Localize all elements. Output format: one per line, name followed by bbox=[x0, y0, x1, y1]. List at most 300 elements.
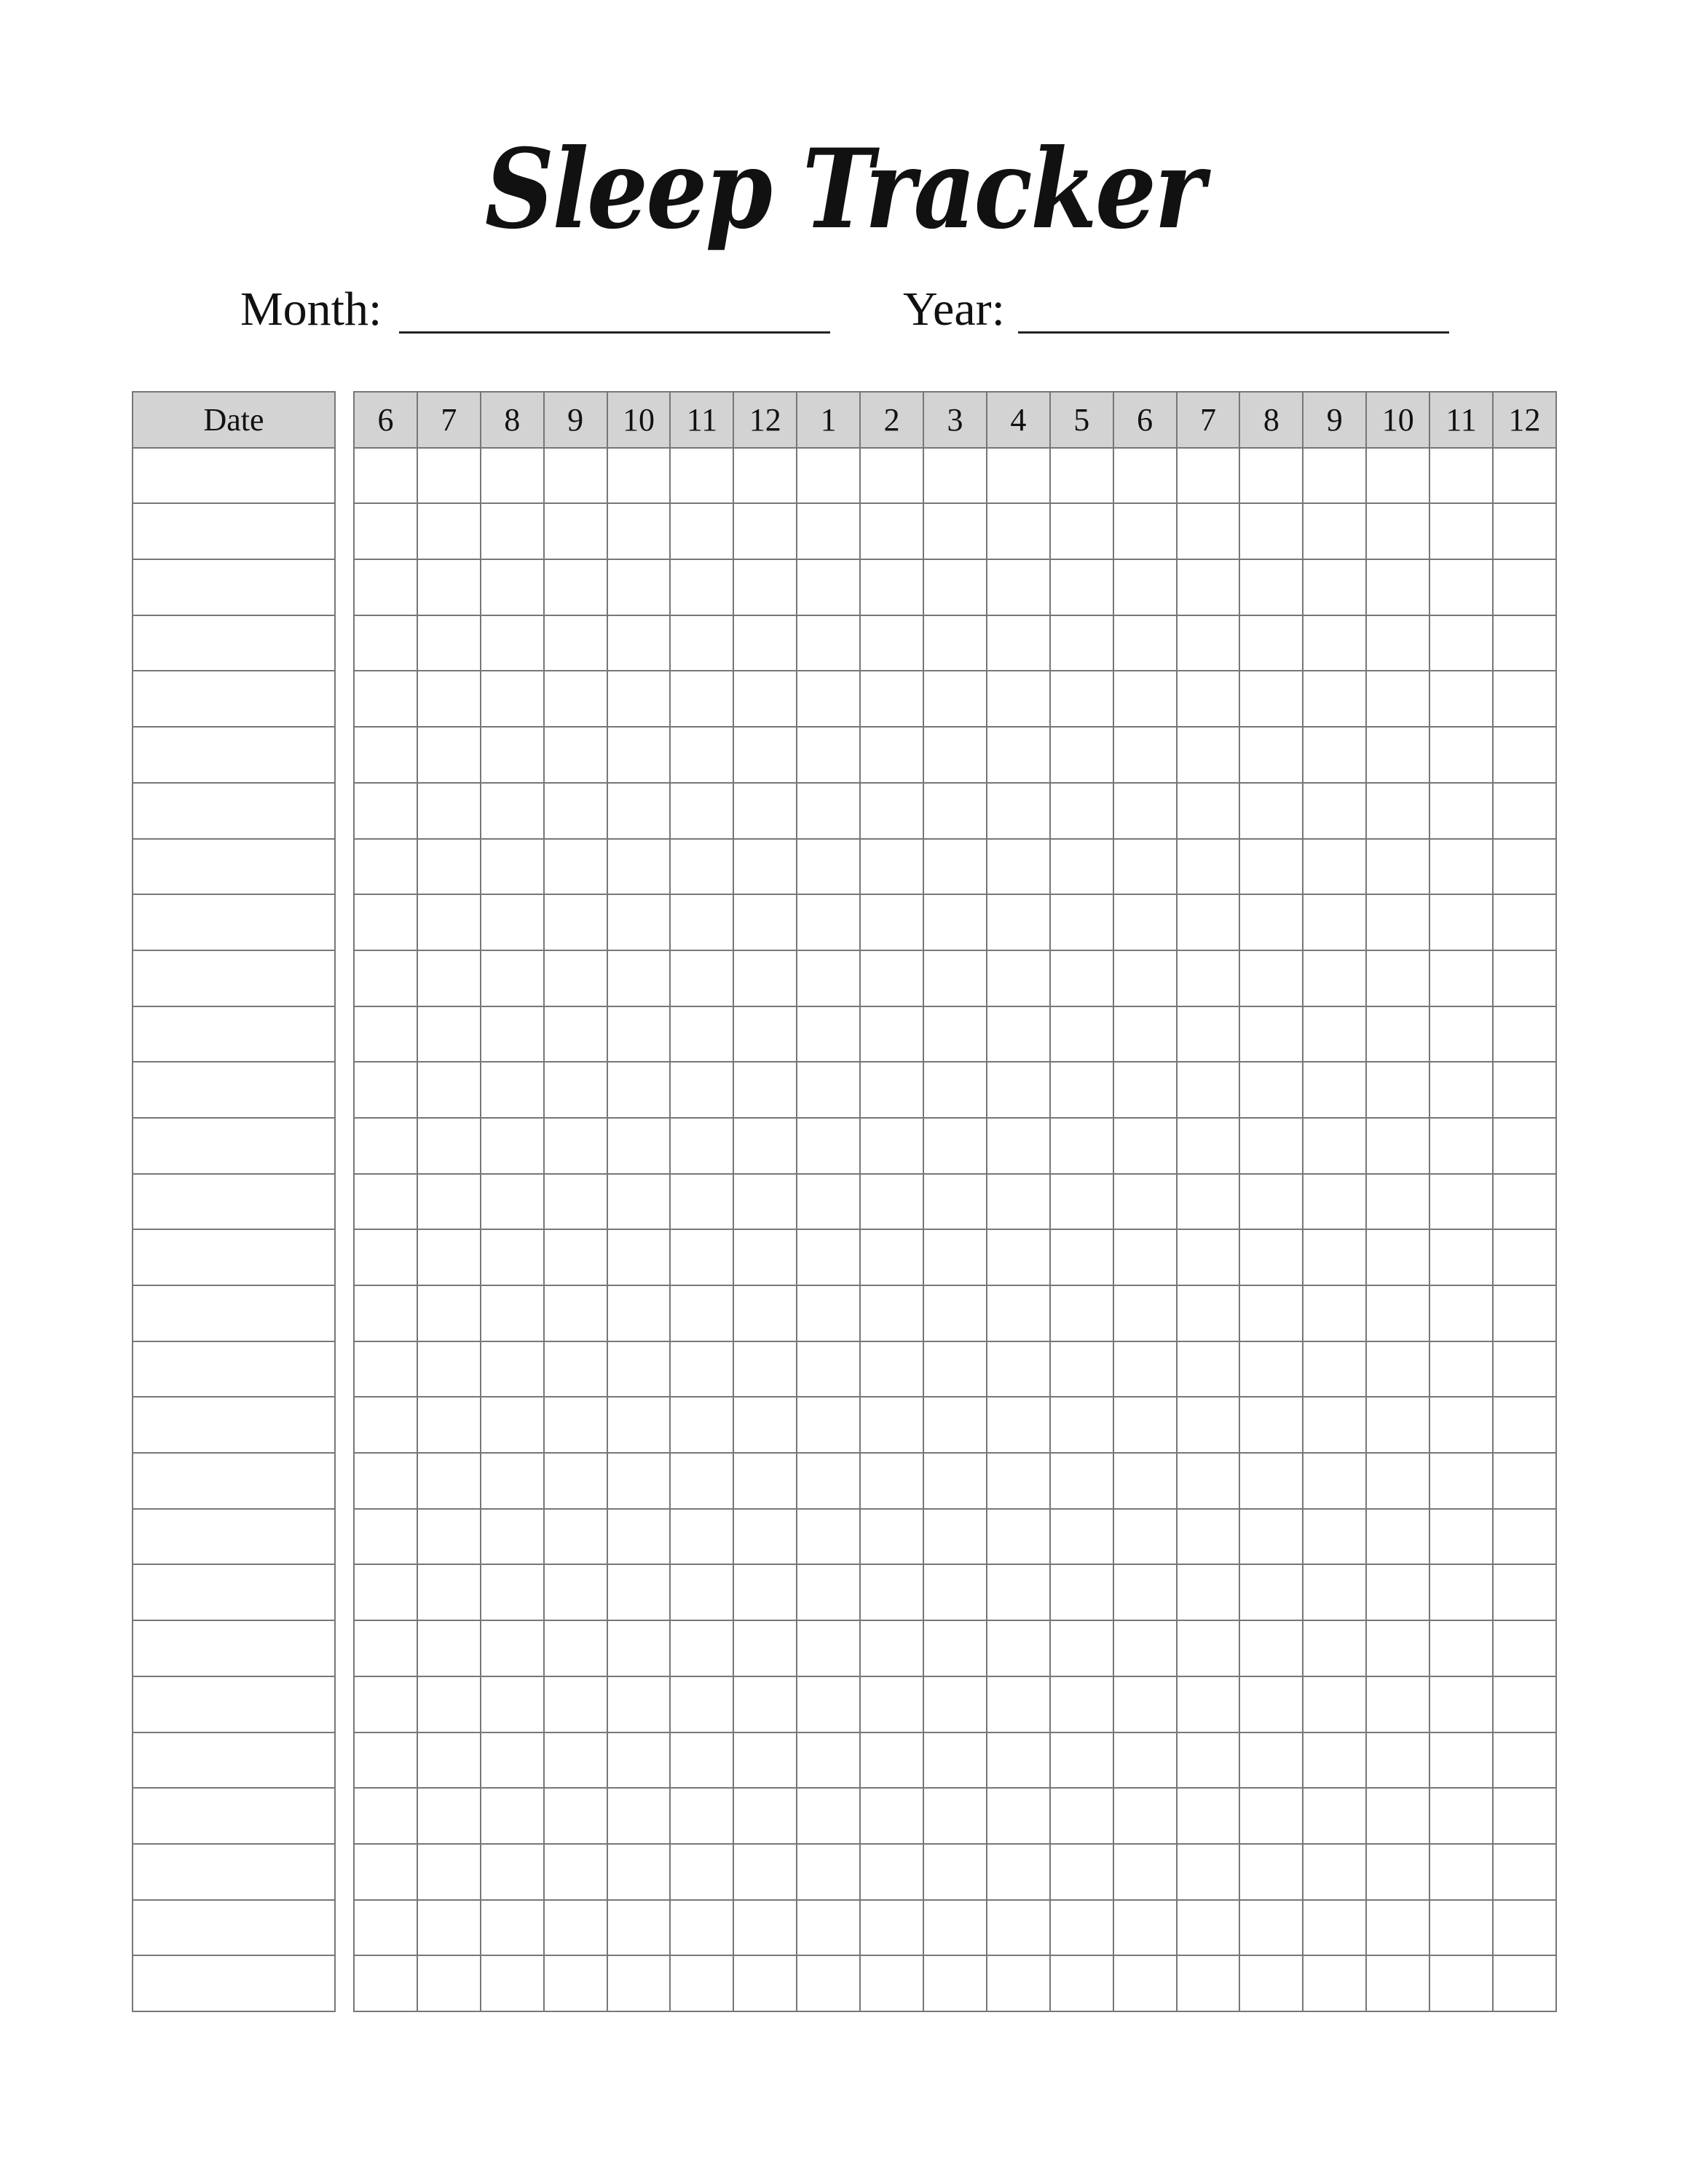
hour-cell[interactable] bbox=[670, 1118, 733, 1174]
hour-cell[interactable] bbox=[1239, 1006, 1303, 1063]
hour-cell[interactable] bbox=[1050, 671, 1113, 727]
hour-cell[interactable] bbox=[1050, 1062, 1113, 1118]
hour-cell[interactable] bbox=[923, 1955, 987, 2011]
date-cell[interactable] bbox=[133, 1564, 335, 1620]
hour-cell[interactable] bbox=[1429, 1564, 1493, 1620]
hour-cell[interactable] bbox=[417, 1676, 481, 1732]
hour-cell[interactable] bbox=[1113, 950, 1177, 1006]
hour-cell[interactable] bbox=[797, 1844, 860, 1900]
hour-cell[interactable] bbox=[797, 1229, 860, 1285]
hour-cell[interactable] bbox=[1239, 1118, 1303, 1174]
hour-cell[interactable] bbox=[987, 727, 1050, 783]
hour-cell[interactable] bbox=[1303, 1285, 1366, 1341]
hour-cell[interactable] bbox=[1177, 1118, 1240, 1174]
hour-cell[interactable] bbox=[1303, 1564, 1366, 1620]
hour-cell[interactable] bbox=[1113, 783, 1177, 839]
hour-cell[interactable] bbox=[1429, 727, 1493, 783]
hour-cell[interactable] bbox=[1303, 1955, 1366, 2011]
hour-cell[interactable] bbox=[1429, 1676, 1493, 1732]
hour-cell[interactable] bbox=[1177, 1006, 1240, 1063]
hour-cell[interactable] bbox=[1239, 950, 1303, 1006]
hour-cell[interactable] bbox=[987, 1564, 1050, 1620]
date-cell[interactable] bbox=[133, 1006, 335, 1063]
hour-cell[interactable] bbox=[923, 1509, 987, 1565]
date-cell[interactable] bbox=[133, 671, 335, 727]
hour-cell[interactable] bbox=[481, 559, 544, 615]
hour-cell[interactable] bbox=[733, 1844, 797, 1900]
hour-cell[interactable] bbox=[923, 783, 987, 839]
hour-cell[interactable] bbox=[1493, 1620, 1556, 1676]
hour-cell[interactable] bbox=[1366, 1174, 1429, 1230]
hour-cell[interactable] bbox=[417, 1620, 481, 1676]
hour-cell[interactable] bbox=[1113, 503, 1177, 559]
hour-cell[interactable] bbox=[1177, 1620, 1240, 1676]
hour-cell[interactable] bbox=[1366, 559, 1429, 615]
hour-cell[interactable] bbox=[1113, 1732, 1177, 1789]
hour-cell[interactable] bbox=[733, 448, 797, 504]
hour-cell[interactable] bbox=[544, 1788, 607, 1844]
hour-cell[interactable] bbox=[1366, 1285, 1429, 1341]
hour-cell[interactable] bbox=[1113, 839, 1177, 895]
hour-cell[interactable] bbox=[1239, 1509, 1303, 1565]
hour-cell[interactable] bbox=[607, 1732, 671, 1789]
hour-cell[interactable] bbox=[670, 559, 733, 615]
hour-cell[interactable] bbox=[544, 950, 607, 1006]
hour-cell[interactable] bbox=[797, 894, 860, 950]
hour-cell[interactable] bbox=[923, 1900, 987, 1956]
hour-cell[interactable] bbox=[1239, 671, 1303, 727]
hour-cell[interactable] bbox=[987, 1900, 1050, 1956]
hour-cell[interactable] bbox=[987, 1062, 1050, 1118]
hour-cell[interactable] bbox=[1303, 559, 1366, 615]
hour-cell[interactable] bbox=[1177, 1732, 1240, 1789]
hour-cell[interactable] bbox=[607, 727, 671, 783]
hour-cell[interactable] bbox=[797, 1732, 860, 1789]
hour-cell[interactable] bbox=[417, 1955, 481, 2011]
hour-cell[interactable] bbox=[797, 615, 860, 671]
hour-cell[interactable] bbox=[923, 448, 987, 504]
hour-cell[interactable] bbox=[417, 615, 481, 671]
hour-cell[interactable] bbox=[1303, 1676, 1366, 1732]
hour-cell[interactable] bbox=[1366, 727, 1429, 783]
hour-cell[interactable] bbox=[1239, 615, 1303, 671]
hour-cell[interactable] bbox=[417, 1174, 481, 1230]
hour-cell[interactable] bbox=[417, 1453, 481, 1509]
hour-cell[interactable] bbox=[1113, 1788, 1177, 1844]
hour-cell[interactable] bbox=[1050, 448, 1113, 504]
hour-cell[interactable] bbox=[987, 1118, 1050, 1174]
hour-cell[interactable] bbox=[607, 1509, 671, 1565]
hour-cell[interactable] bbox=[481, 727, 544, 783]
hour-cell[interactable] bbox=[417, 1564, 481, 1620]
hour-cell[interactable] bbox=[1366, 1564, 1429, 1620]
hour-cell[interactable] bbox=[860, 894, 923, 950]
hour-cell[interactable] bbox=[1113, 1676, 1177, 1732]
hour-cell[interactable] bbox=[860, 1229, 923, 1285]
hour-cell[interactable] bbox=[797, 1900, 860, 1956]
hour-cell[interactable] bbox=[417, 1229, 481, 1285]
hour-cell[interactable] bbox=[1493, 727, 1556, 783]
hour-cell[interactable] bbox=[923, 1788, 987, 1844]
hour-cell[interactable] bbox=[733, 1509, 797, 1565]
hour-cell[interactable] bbox=[354, 727, 417, 783]
hour-cell[interactable] bbox=[733, 1620, 797, 1676]
hour-cell[interactable] bbox=[1366, 1341, 1429, 1397]
hour-cell[interactable] bbox=[1239, 448, 1303, 504]
hour-cell[interactable] bbox=[923, 1006, 987, 1063]
hour-cell[interactable] bbox=[797, 1285, 860, 1341]
hour-cell[interactable] bbox=[1493, 1341, 1556, 1397]
hour-cell[interactable] bbox=[607, 894, 671, 950]
hour-cell[interactable] bbox=[987, 1788, 1050, 1844]
hour-cell[interactable] bbox=[544, 1676, 607, 1732]
hour-cell[interactable] bbox=[860, 1732, 923, 1789]
hour-cell[interactable] bbox=[544, 448, 607, 504]
hour-cell[interactable] bbox=[670, 1397, 733, 1453]
hour-cell[interactable] bbox=[860, 839, 923, 895]
hour-cell[interactable] bbox=[733, 1285, 797, 1341]
hour-cell[interactable] bbox=[733, 783, 797, 839]
date-cell[interactable] bbox=[133, 1453, 335, 1509]
hour-cell[interactable] bbox=[670, 1006, 733, 1063]
hour-cell[interactable] bbox=[987, 1453, 1050, 1509]
hour-cell[interactable] bbox=[797, 1620, 860, 1676]
hour-cell[interactable] bbox=[1303, 1620, 1366, 1676]
hour-cell[interactable] bbox=[1177, 783, 1240, 839]
hour-cell[interactable] bbox=[1177, 1676, 1240, 1732]
hour-cell[interactable] bbox=[607, 1341, 671, 1397]
date-cell[interactable] bbox=[133, 1509, 335, 1565]
hour-cell[interactable] bbox=[1429, 1118, 1493, 1174]
hour-cell[interactable] bbox=[354, 1341, 417, 1397]
hour-cell[interactable] bbox=[1239, 1174, 1303, 1230]
hour-cell[interactable] bbox=[797, 1397, 860, 1453]
hour-cell[interactable] bbox=[481, 1285, 544, 1341]
hour-cell[interactable] bbox=[1113, 559, 1177, 615]
hour-cell[interactable] bbox=[1050, 1285, 1113, 1341]
hour-cell[interactable] bbox=[544, 1844, 607, 1900]
hour-cell[interactable] bbox=[860, 1062, 923, 1118]
hour-cell[interactable] bbox=[354, 1732, 417, 1789]
hour-cell[interactable] bbox=[544, 1620, 607, 1676]
hour-cell[interactable] bbox=[733, 1118, 797, 1174]
hour-cell[interactable] bbox=[481, 1564, 544, 1620]
hour-cell[interactable] bbox=[417, 1732, 481, 1789]
hour-cell[interactable] bbox=[417, 839, 481, 895]
hour-cell[interactable] bbox=[670, 1955, 733, 2011]
hour-cell[interactable] bbox=[481, 1732, 544, 1789]
hour-cell[interactable] bbox=[1429, 1844, 1493, 1900]
hour-cell[interactable] bbox=[1366, 1062, 1429, 1118]
hour-cell[interactable] bbox=[607, 503, 671, 559]
hour-cell[interactable] bbox=[1429, 1732, 1493, 1789]
hour-cell[interactable] bbox=[733, 1397, 797, 1453]
hour-cell[interactable] bbox=[1050, 1955, 1113, 2011]
hour-cell[interactable] bbox=[481, 1900, 544, 1956]
hour-cell[interactable] bbox=[607, 950, 671, 1006]
date-cell[interactable] bbox=[133, 1955, 335, 2011]
hour-cell[interactable] bbox=[417, 783, 481, 839]
hour-cell[interactable] bbox=[797, 1341, 860, 1397]
hour-cell[interactable] bbox=[1050, 783, 1113, 839]
hour-cell[interactable] bbox=[354, 1285, 417, 1341]
hour-cell[interactable] bbox=[987, 1397, 1050, 1453]
hour-cell[interactable] bbox=[607, 559, 671, 615]
hour-cell[interactable] bbox=[987, 1732, 1050, 1789]
hour-cell[interactable] bbox=[1493, 1788, 1556, 1844]
hour-cell[interactable] bbox=[354, 839, 417, 895]
hour-cell[interactable] bbox=[733, 1788, 797, 1844]
hour-cell[interactable] bbox=[1113, 1397, 1177, 1453]
hour-cell[interactable] bbox=[417, 671, 481, 727]
date-cell[interactable] bbox=[133, 448, 335, 504]
hour-cell[interactable] bbox=[923, 1844, 987, 1900]
hour-cell[interactable] bbox=[1239, 1955, 1303, 2011]
hour-cell[interactable] bbox=[797, 1788, 860, 1844]
hour-cell[interactable] bbox=[607, 1229, 671, 1285]
hour-cell[interactable] bbox=[607, 1118, 671, 1174]
hour-cell[interactable] bbox=[923, 671, 987, 727]
hour-cell[interactable] bbox=[1239, 1844, 1303, 1900]
hour-cell[interactable] bbox=[1366, 1900, 1429, 1956]
hour-cell[interactable] bbox=[1493, 1229, 1556, 1285]
hour-cell[interactable] bbox=[733, 559, 797, 615]
hour-cell[interactable] bbox=[1493, 1174, 1556, 1230]
date-cell[interactable] bbox=[133, 727, 335, 783]
hour-cell[interactable] bbox=[1493, 1453, 1556, 1509]
hour-cell[interactable] bbox=[1177, 839, 1240, 895]
hour-cell[interactable] bbox=[1177, 1285, 1240, 1341]
hour-cell[interactable] bbox=[417, 1118, 481, 1174]
date-cell[interactable] bbox=[133, 1788, 335, 1844]
date-cell[interactable] bbox=[133, 950, 335, 1006]
hour-cell[interactable] bbox=[733, 727, 797, 783]
hour-cell[interactable] bbox=[1429, 894, 1493, 950]
hour-cell[interactable] bbox=[733, 671, 797, 727]
hour-cell[interactable] bbox=[1493, 559, 1556, 615]
hour-cell[interactable] bbox=[1050, 727, 1113, 783]
hour-cell[interactable] bbox=[987, 1844, 1050, 1900]
hour-cell[interactable] bbox=[1303, 448, 1366, 504]
hour-cell[interactable] bbox=[417, 1006, 481, 1063]
hour-cell[interactable] bbox=[670, 503, 733, 559]
hour-cell[interactable] bbox=[733, 894, 797, 950]
hour-cell[interactable] bbox=[481, 1620, 544, 1676]
hour-cell[interactable] bbox=[987, 1341, 1050, 1397]
hour-cell[interactable] bbox=[670, 1509, 733, 1565]
hour-cell[interactable] bbox=[923, 1676, 987, 1732]
hour-cell[interactable] bbox=[1366, 894, 1429, 950]
hour-cell[interactable] bbox=[544, 1229, 607, 1285]
hour-cell[interactable] bbox=[607, 615, 671, 671]
hour-cell[interactable] bbox=[860, 727, 923, 783]
hour-cell[interactable] bbox=[860, 1285, 923, 1341]
hour-cell[interactable] bbox=[1050, 1174, 1113, 1230]
hour-cell[interactable] bbox=[860, 1397, 923, 1453]
hour-cell[interactable] bbox=[670, 727, 733, 783]
hour-cell[interactable] bbox=[1303, 727, 1366, 783]
hour-cell[interactable] bbox=[1050, 1509, 1113, 1565]
hour-cell[interactable] bbox=[544, 615, 607, 671]
date-cell[interactable] bbox=[133, 1285, 335, 1341]
hour-cell[interactable] bbox=[481, 1118, 544, 1174]
hour-cell[interactable] bbox=[417, 1062, 481, 1118]
hour-cell[interactable] bbox=[923, 1620, 987, 1676]
hour-cell[interactable] bbox=[860, 950, 923, 1006]
hour-cell[interactable] bbox=[1493, 1676, 1556, 1732]
hour-cell[interactable] bbox=[1239, 839, 1303, 895]
hour-cell[interactable] bbox=[1113, 448, 1177, 504]
hour-cell[interactable] bbox=[1113, 1509, 1177, 1565]
hour-cell[interactable] bbox=[1113, 1844, 1177, 1900]
hour-cell[interactable] bbox=[1303, 1397, 1366, 1453]
hour-cell[interactable] bbox=[1050, 1732, 1113, 1789]
hour-cell[interactable] bbox=[987, 1006, 1050, 1063]
hour-cell[interactable] bbox=[1366, 1453, 1429, 1509]
hour-cell[interactable] bbox=[1429, 1174, 1493, 1230]
hour-cell[interactable] bbox=[987, 615, 1050, 671]
hour-cell[interactable] bbox=[923, 1062, 987, 1118]
hour-cell[interactable] bbox=[417, 1285, 481, 1341]
date-cell[interactable] bbox=[133, 1397, 335, 1453]
date-cell[interactable] bbox=[133, 1341, 335, 1397]
hour-cell[interactable] bbox=[860, 559, 923, 615]
hour-cell[interactable] bbox=[481, 1174, 544, 1230]
hour-cell[interactable] bbox=[1177, 1453, 1240, 1509]
hour-cell[interactable] bbox=[1303, 1788, 1366, 1844]
hour-cell[interactable] bbox=[481, 1509, 544, 1565]
hour-cell[interactable] bbox=[860, 1676, 923, 1732]
hour-cell[interactable] bbox=[544, 783, 607, 839]
hour-cell[interactable] bbox=[354, 1564, 417, 1620]
hour-cell[interactable] bbox=[481, 1229, 544, 1285]
hour-cell[interactable] bbox=[1050, 1341, 1113, 1397]
hour-cell[interactable] bbox=[733, 839, 797, 895]
date-cell[interactable] bbox=[133, 615, 335, 671]
hour-cell[interactable] bbox=[1493, 1900, 1556, 1956]
hour-cell[interactable] bbox=[1303, 671, 1366, 727]
hour-cell[interactable] bbox=[1493, 950, 1556, 1006]
hour-cell[interactable] bbox=[1303, 1118, 1366, 1174]
hour-cell[interactable] bbox=[797, 1509, 860, 1565]
hour-cell[interactable] bbox=[354, 1620, 417, 1676]
hour-cell[interactable] bbox=[1113, 671, 1177, 727]
hour-cell[interactable] bbox=[797, 1062, 860, 1118]
hour-cell[interactable] bbox=[481, 839, 544, 895]
hour-cell[interactable] bbox=[1050, 503, 1113, 559]
hour-cell[interactable] bbox=[1366, 1844, 1429, 1900]
hour-cell[interactable] bbox=[670, 839, 733, 895]
hour-cell[interactable] bbox=[354, 1788, 417, 1844]
hour-cell[interactable] bbox=[923, 503, 987, 559]
hour-cell[interactable] bbox=[923, 1118, 987, 1174]
hour-cell[interactable] bbox=[1303, 1341, 1366, 1397]
hour-cell[interactable] bbox=[417, 1900, 481, 1956]
hour-cell[interactable] bbox=[1366, 1509, 1429, 1565]
hour-cell[interactable] bbox=[670, 1062, 733, 1118]
hour-cell[interactable] bbox=[354, 894, 417, 950]
hour-cell[interactable] bbox=[733, 1006, 797, 1063]
hour-cell[interactable] bbox=[1366, 1955, 1429, 2011]
hour-cell[interactable] bbox=[1239, 1620, 1303, 1676]
hour-cell[interactable] bbox=[1113, 1900, 1177, 1956]
hour-cell[interactable] bbox=[417, 448, 481, 504]
hour-cell[interactable] bbox=[670, 1676, 733, 1732]
hour-cell[interactable] bbox=[1113, 1564, 1177, 1620]
hour-cell[interactable] bbox=[417, 1844, 481, 1900]
hour-cell[interactable] bbox=[1050, 1006, 1113, 1063]
hour-cell[interactable] bbox=[1177, 671, 1240, 727]
hour-cell[interactable] bbox=[1366, 1676, 1429, 1732]
hour-cell[interactable] bbox=[1113, 1341, 1177, 1397]
hour-cell[interactable] bbox=[1493, 615, 1556, 671]
hour-cell[interactable] bbox=[607, 1174, 671, 1230]
hour-cell[interactable] bbox=[1239, 894, 1303, 950]
hour-cell[interactable] bbox=[1177, 1788, 1240, 1844]
hour-cell[interactable] bbox=[923, 950, 987, 1006]
hour-cell[interactable] bbox=[1493, 503, 1556, 559]
hour-cell[interactable] bbox=[1177, 727, 1240, 783]
hour-cell[interactable] bbox=[1239, 727, 1303, 783]
hour-cell[interactable] bbox=[670, 615, 733, 671]
hour-cell[interactable] bbox=[481, 1397, 544, 1453]
hour-cell[interactable] bbox=[1303, 1174, 1366, 1230]
hour-cell[interactable] bbox=[1239, 1788, 1303, 1844]
hour-cell[interactable] bbox=[1177, 615, 1240, 671]
hour-cell[interactable] bbox=[987, 1174, 1050, 1230]
hour-cell[interactable] bbox=[1113, 1453, 1177, 1509]
hour-cell[interactable] bbox=[1177, 950, 1240, 1006]
hour-cell[interactable] bbox=[923, 727, 987, 783]
hour-cell[interactable] bbox=[923, 1341, 987, 1397]
hour-cell[interactable] bbox=[607, 839, 671, 895]
hour-cell[interactable] bbox=[1303, 503, 1366, 559]
hour-cell[interactable] bbox=[733, 1564, 797, 1620]
hour-cell[interactable] bbox=[923, 1229, 987, 1285]
hour-cell[interactable] bbox=[1050, 559, 1113, 615]
hour-cell[interactable] bbox=[354, 1229, 417, 1285]
hour-cell[interactable] bbox=[860, 1118, 923, 1174]
hour-cell[interactable] bbox=[1493, 1955, 1556, 2011]
hour-cell[interactable] bbox=[607, 1844, 671, 1900]
hour-cell[interactable] bbox=[354, 1397, 417, 1453]
hour-cell[interactable] bbox=[1429, 448, 1493, 504]
hour-cell[interactable] bbox=[860, 448, 923, 504]
hour-cell[interactable] bbox=[1429, 1006, 1493, 1063]
hour-cell[interactable] bbox=[607, 1620, 671, 1676]
hour-cell[interactable] bbox=[860, 1174, 923, 1230]
hour-cell[interactable] bbox=[1429, 1229, 1493, 1285]
hour-cell[interactable] bbox=[544, 1509, 607, 1565]
hour-cell[interactable] bbox=[1303, 839, 1366, 895]
hour-cell[interactable] bbox=[987, 503, 1050, 559]
hour-cell[interactable] bbox=[417, 503, 481, 559]
hour-cell[interactable] bbox=[987, 1955, 1050, 2011]
hour-cell[interactable] bbox=[733, 1174, 797, 1230]
year-field[interactable] bbox=[1018, 331, 1449, 334]
hour-cell[interactable] bbox=[1366, 783, 1429, 839]
hour-cell[interactable] bbox=[544, 1397, 607, 1453]
hour-cell[interactable] bbox=[354, 503, 417, 559]
hour-cell[interactable] bbox=[1303, 1229, 1366, 1285]
hour-cell[interactable] bbox=[481, 448, 544, 504]
hour-cell[interactable] bbox=[670, 671, 733, 727]
hour-cell[interactable] bbox=[733, 1341, 797, 1397]
hour-cell[interactable] bbox=[670, 783, 733, 839]
hour-cell[interactable] bbox=[1050, 1676, 1113, 1732]
hour-cell[interactable] bbox=[860, 1788, 923, 1844]
hour-cell[interactable] bbox=[1493, 783, 1556, 839]
